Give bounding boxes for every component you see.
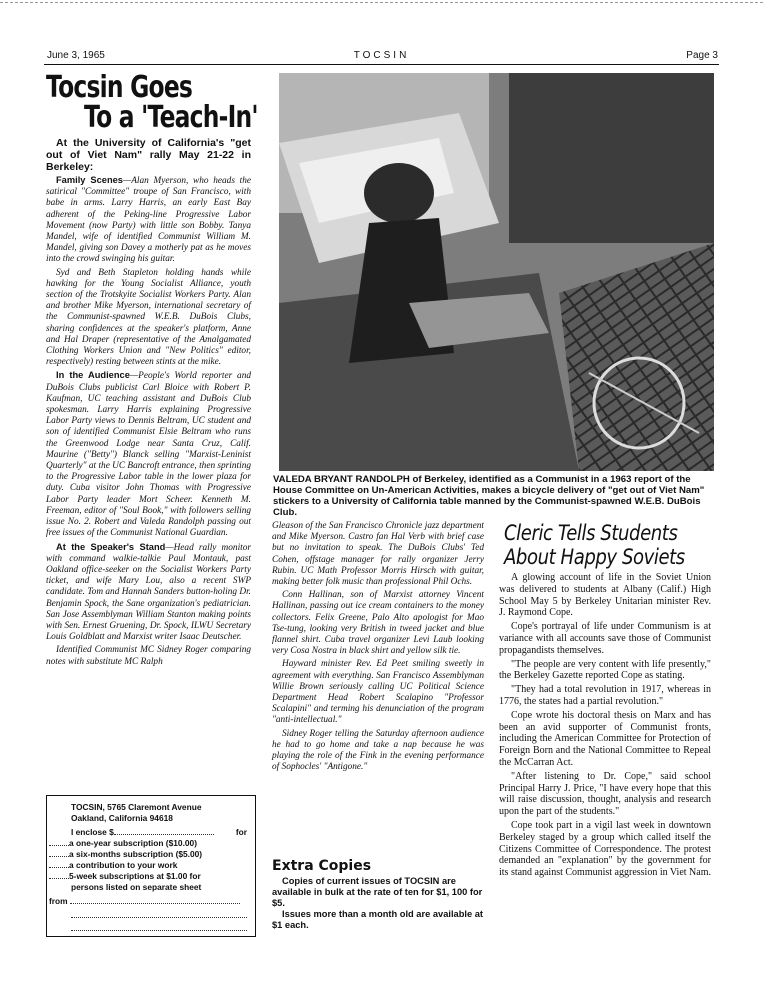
- cleric-paragraph-4: "They had a total revolution in 1917, whereas in 1776, the states had a partial revolution.": [499, 684, 711, 707]
- form-option-contribution: [49, 860, 177, 871]
- form-from-row: [49, 896, 249, 907]
- form-option-six-months-blank[interactable]: [49, 856, 69, 857]
- cleric-headline: Cleric Tells Students About Happy Soviets: [504, 521, 685, 569]
- extra-copies-back-issues: Issues more than a month old are available at $1 each.: [272, 909, 483, 930]
- lead-story-column-2: [272, 521, 484, 775]
- form-option-one-year-blank[interactable]: [49, 845, 69, 846]
- cleric-paragraph-7: Cope took part in a vigil last week in downtown Berkeley staged by a group which called itself the Citizens Committee of Correspondence. The protest demanded an "explanation" by the government for its stand against Communist aggression in Viet Nam.: [499, 819, 711, 879]
- publication-name: TOCSIN: [353, 50, 410, 61]
- form-option-one-year: [49, 838, 197, 849]
- extra-copies-headline: Extra Copies: [272, 858, 372, 874]
- form-enclose-row: [71, 827, 247, 838]
- header-rule: [44, 64, 719, 65]
- form-option-five-week-label: 5-week subscriptions at $1.00 for: [69, 871, 201, 881]
- family-scenes-text: —Alan Myerson, who heads the satirical "Committee" troupe of San Francisco, with babe in arms. Larry Harris, an early East Bay adherent of the Peking-line Progressive Labor Movement (now Party) with little son Bobby. Tanya Mandel, wife of identified Communist William M. Mandel, giving son Davey a motherly pat as he moves into the crowd swinging his guitar.: [46, 176, 251, 265]
- extra-copies-body: [272, 876, 484, 931]
- cleric-paragraph-2: Cope's portrayal of life under Communism is at variance with all accounts save those of Communist propagandists themselves.: [499, 621, 711, 656]
- news-photo-image: [279, 73, 714, 471]
- cleric-paragraph-1: A glowing account of life in the Soviet Union was delivered to students at Albany (Calif.) High School May 5 by Berkeley Unitarian minister Rev. J. Raymond Cope.: [499, 572, 711, 619]
- form-address-line1: TOCSIN, 5765 Claremont Avenue: [71, 802, 202, 812]
- photo-caption: VALEDA BRYANT RANDOLPH of Berkeley, identified as a Communist in a 1963 report of the House Committee on Un-American Activities, makes a bicycle delivery of "get out of Viet Nam" stickers to a University of California table manned by the Communist-spawned W.E.B. DuBois Club.: [273, 474, 705, 518]
- form-address-line2: Oakland, California 94618: [71, 813, 173, 823]
- subscription-form: [46, 795, 256, 937]
- form-option-five-week-blank[interactable]: [49, 878, 69, 879]
- form-option-six-months-label: a six-months subscription ($5.00): [69, 849, 203, 859]
- lead-headline-line2: To a 'Teach-In': [84, 100, 258, 135]
- form-option-contribution-blank[interactable]: [49, 867, 69, 868]
- audience-paragraph: [46, 370, 251, 539]
- audience-label: In the Audience: [56, 370, 130, 381]
- cleric-story-column: [499, 572, 711, 881]
- form-option-six-months: [49, 849, 202, 860]
- form-from-label: from: [49, 896, 68, 906]
- peet-paragraph: Hayward minister Rev. Ed Peet smiling sweetly in agreement with everything. San Francisco Assemblyman Willie Brown seriously calling UC Political Science Department Head Robert Scalapino "Professor Scalapini" and terming his denunciation of the program "anti-intellectual.": [272, 659, 484, 726]
- form-for-label: for: [235, 827, 247, 837]
- form-option-five-week-cont: persons listed on separate sheet: [71, 882, 202, 892]
- extra-copies-rates: Copies of current issues of TOCSIN are available in bulk at the rate of ten for $1, 100 for $5.: [272, 876, 483, 908]
- lead-story-column-1: [46, 137, 251, 670]
- form-from-field[interactable]: [70, 903, 240, 904]
- form-address-field-3[interactable]: [71, 923, 247, 934]
- cleric-paragraph-5: Cope wrote his doctoral thesis on Marx and has been an avid supporter of Communist fronts, including the American Committee for Protection of Foreign Born and the National Committee to Repeal the McCarran Act.: [499, 709, 711, 768]
- family-scenes-paragraph: [46, 175, 251, 266]
- speakers-stand-label: At the Speaker's Stand: [56, 541, 166, 552]
- lead-headline-line1: Tocsin Goes: [46, 70, 193, 105]
- family-scenes-label: Family Scenes: [56, 175, 123, 185]
- stapleton-paragraph: Syd and Beth Stapleton holding hands while hawking for the Young Socialist Alliance, youth section of the Trotskyite Socialist Workers Party. Alan and brother Mike Myerson, international secretary of the Communist-spawned W.E.B. DuBois Clubs, sharing confidences at the speaker's platform, Anne and Hal Draper (representative of the Amalgamated Clothing Workers Union and "New Politics" editor, respectively) resting between stints at the mike.: [46, 267, 251, 368]
- speakers-stand-paragraph: [46, 542, 251, 644]
- news-photo: [279, 73, 714, 471]
- roger-nap-paragraph: Sidney Roger telling the Saturday afternoon audience he had to go home and take a nap because he was playing the role of the Fink in the evening performance of Sophocles' "Antigone.": [272, 728, 484, 773]
- cleric-paragraph-3: "The people are very content with life presently," the Berkeley Gazette reported Cope as stating.: [499, 658, 711, 682]
- top-border-line: [0, 2, 763, 3]
- sidney-roger-paragraph: Identified Communist MC Sidney Roger comparing notes with substitute MC Ralph: [46, 645, 251, 667]
- form-option-five-week: [49, 871, 201, 882]
- audience-text: —People's World reporter and DuBois Clubs publicist Carl Bloice with Robert P. Kaufman, UC teaching assistant and DuBois Club spokesman. Larry Harris explaining Progressive Labor Party views to Dennis Beltram, UC student and son of identified Communist Elsie Beltram who runs the Greenwood Lodge near Santa Cruz, Calif. Maurine ("Betty") Blanck selling "Marxist-Leninist Quarterly" at the UC Bancroft entrance, then sprinting to the Progressive Labor table in the lower plaza for duty. Cuba visitor John Thomas with Progressive Labor Party leader Mort Scheer. Kenneth M. Freeman, editor of "Soul Book," with followers selling issue No. 2. Robert and Valeda Randolph passing out free issues of the Communist National Guardian.: [46, 371, 251, 539]
- lead-intro: At the University of California's "get out of Viet Nam" rally May 21-22 in Berkeley:: [46, 137, 251, 173]
- cleric-paragraph-6: "After listening to Dr. Cope," said school Principal Harry J. Price, "I have every hope that this will raise discussion, thought, analysis and research upon the part of the students.": [499, 770, 711, 818]
- gleason-paragraph: Gleason of the San Francisco Chronicle jazz department and Mike Myerson. Castro fan Hal Verb with brief case but no invitation to speak. The DuBois Clubs' Ted Cohen, offstage manager for rally organizer Jerry Rubin. UC Math Professor Morris Hirsch with guitar, making better folk music than professional Phil Ochs.: [272, 521, 484, 588]
- page-number: Page 3: [686, 50, 718, 61]
- speakers-stand-text: —Head rally monitor with command walkie-talkie Paul Montauk, past Oakland office-seeker on the Socialist Workers Party ticket, and wife Mary Lou, also a recent SWP candidate. Tom and Hannah Sanders button-holing Dr. Benjamin Spock, the Sane organization's pediatrician. San Jose Assemblyman William Stanton making points with Sen. Ernest Gruening, Dr. Spock, ILWU Secretary Louis Goldblatt and Marxist writer Isaac Deutscher.: [46, 542, 252, 643]
- form-address-field-2[interactable]: [71, 910, 247, 921]
- form-option-one-year-label: a one-year subscription ($10.00): [69, 838, 197, 848]
- form-enclose-label: I enclose $: [71, 827, 114, 837]
- form-option-contribution-label: a contribution to your work: [69, 860, 178, 870]
- issue-date: June 3, 1965: [47, 50, 105, 61]
- hallinan-paragraph: Conn Hallinan, son of Marxist attorney Vincent Hallinan, passing out ice cream containers to the money collectors. Felix Greene, Palo Alto apologist for Mao Tse-tung, looking very British in tweed jacket and blue flannel shirt. Cuba travel organizer Levi Laub looking very Cosa Nostra in black shirt and yellow silk tie.: [272, 590, 484, 657]
- form-amount-field[interactable]: [114, 834, 214, 835]
